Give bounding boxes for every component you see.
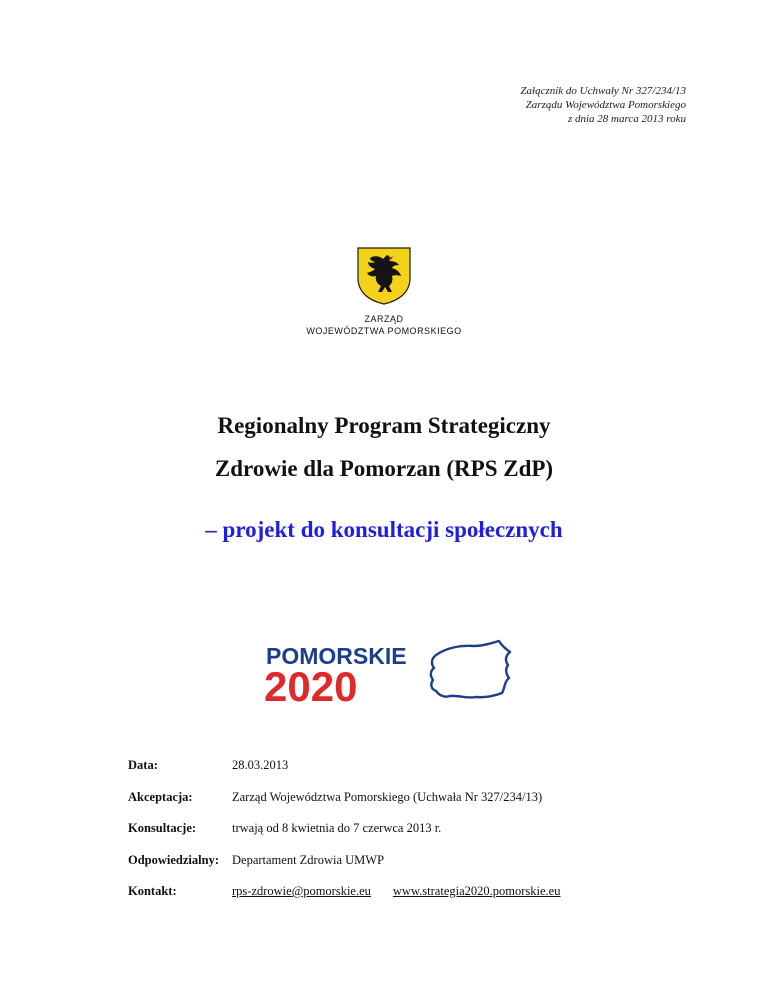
consultation-value: trwają od 8 kwietnia do 7 czerwca 2013 r. (232, 821, 442, 835)
annex-line-1: Załącznik do Uchwały Nr 327/234/13 (520, 85, 686, 97)
logo-year: 2020 (264, 663, 358, 704)
contact-label: Kontakt: (128, 884, 177, 898)
consultation-label: Konsultacje: (128, 821, 197, 835)
board-name (0, 313, 768, 337)
document-subtitle: – projekt do konsultacji społecznych (205, 517, 563, 542)
annex-line-3: z dnia 28 marca 2013 roku (567, 113, 686, 125)
date-value: 28.03.2013 (232, 758, 289, 772)
board-name-line-2: WOJEWÓDZTWA POMORSKIEGO (306, 326, 462, 336)
annex-line-2: Zarządu Województwa Pomorskiego (525, 99, 686, 111)
acceptance-value: Zarząd Województwa Pomorskiego (Uchwała Nr 327/234/13) (232, 789, 543, 804)
title-line-2: Zdrowie dla Pomorzan (RPS ZdP) (214, 456, 554, 481)
responsible-label: Odpowiedzialny: (128, 852, 219, 867)
region-outline-icon (431, 641, 510, 698)
date-label: Data: (128, 758, 158, 772)
board-name-line-1: ZARZĄD (364, 314, 404, 324)
griffin-crest-icon (356, 246, 412, 306)
acceptance-label: Akceptacja: (128, 789, 193, 804)
responsible-value: Departament Zdrowia UMWP (232, 852, 385, 867)
logo-word: POMORSKIE (266, 643, 407, 669)
annex-note (520, 84, 686, 126)
coat-of-arms (0, 246, 768, 306)
pomorskie-2020-logo (264, 638, 516, 704)
contact-website-link[interactable]: www.strategia2020.pomorskie.eu (392, 884, 561, 898)
title-line-1: Regionalny Program Strategiczny (217, 413, 551, 438)
contact-email-link[interactable]: rps-zdrowie@pomorskie.eu (232, 884, 371, 898)
contact-values (232, 884, 560, 899)
